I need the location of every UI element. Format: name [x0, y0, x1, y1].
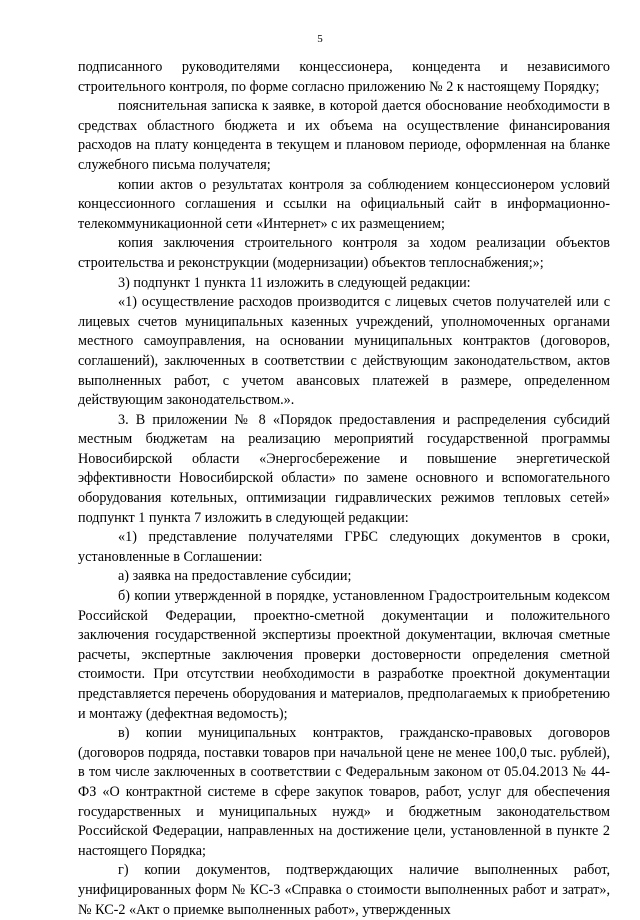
paragraph: б) копии утвержденной в порядке, установленном Градостроительным кодексом Российской Федерации, проектно-сметной документации и положительного заключения государственной экспертизы проектной документации, включая сметные расчеты, экспертные заключения проверки достоверности определения сметной стоимости. При отсутствии необходимости в разработке проектной документации представляется перечень оборудования и материалов, предполагаемых к приобретению и монтажу (дефектная ведомость);	[78, 588, 610, 722]
document-body	[78, 58, 610, 920]
paragraph: а) заявка на предоставление субсидии;	[118, 568, 352, 585]
paragraph: г) копии документов, подтверждающих наличие выполненных работ, унифицированных форм № КС-3 «Справка о стоимости выполненных работ и затрат», № КС-2 «Акт о приемке выполненных работ», утвержденных	[78, 862, 610, 918]
paragraph: 3) подпункт 1 пункта 11 изложить в следующей редакции:	[118, 274, 471, 291]
paragraph: «1) осуществление расходов производится с лицевых счетов получателей или с лицевых счетов муниципальных казенных учреждений, уполномоченных органами местного самоуправления, на основании муниципальных контрактов (договоров, соглашений), заключенных в соответствии с действующим законодательством, актов выполненных работ, с учетом авансовых платежей в размере, определенном действующим законодательством.».	[78, 294, 610, 409]
paragraph: пояснительная записка к заявке, в которой дается обоснование необходимости в средствах областного бюджета и их объема на осуществление финансирования расходов на плату концедента в текущем и плановом периоде, оформленная на бланке служебного письма получателя;	[78, 98, 610, 173]
paragraph: копии актов о результатах контроля за соблюдением концессионером условий концессионного соглашения и ссылки на официальный сайт в информационно-телекоммуникационной сети «Интернет» с их размещением;	[78, 176, 610, 232]
paragraph: «1) представление получателями ГРБС следующих документов в сроки, установленные в Соглашении:	[78, 529, 610, 565]
paragraph: копия заключения строительного контроля за ходом реализации объектов строительства и реконструкции (модернизации) объектов теплоснабжения;»;	[78, 235, 610, 271]
paragraph: подписанного руководителями концессионера, концедента и независимого строительного контроля, по форме согласно приложению № 2 к настоящему Порядку;	[78, 59, 610, 95]
page-number: 5	[317, 33, 323, 45]
paragraph: в) копии муниципальных контрактов, гражданско-правовых договоров (договоров подряда, поставки товаров при начальной цене не менее 100,0 тыс. рублей), в том числе заключенных в соответствии с Федеральным законом от 05.04.2013 № 44-ФЗ «О контрактной системе в сфере закупок товаров, работ, услуг для обеспечения государственных и муниципальных нужд» и бюджетным законодательством Российской Федерации, направленных на достижение цели, установленной в пункте 2 настоящего Порядка;	[78, 725, 610, 859]
paragraph: 3. В приложении № 8 «Порядок предоставления и распределения субсидий местным бюджетам на реализацию мероприятий государственной программы Новосибирской области «Энергосбережение и повышение энергетической эффективности Новосибирской области» по замене основного и вспомогательного оборудования котельных, оптимизации гидравлических режимов тепловых сетей» подпункт 1 пункта 7 изложить в следующей редакции:	[78, 411, 610, 526]
